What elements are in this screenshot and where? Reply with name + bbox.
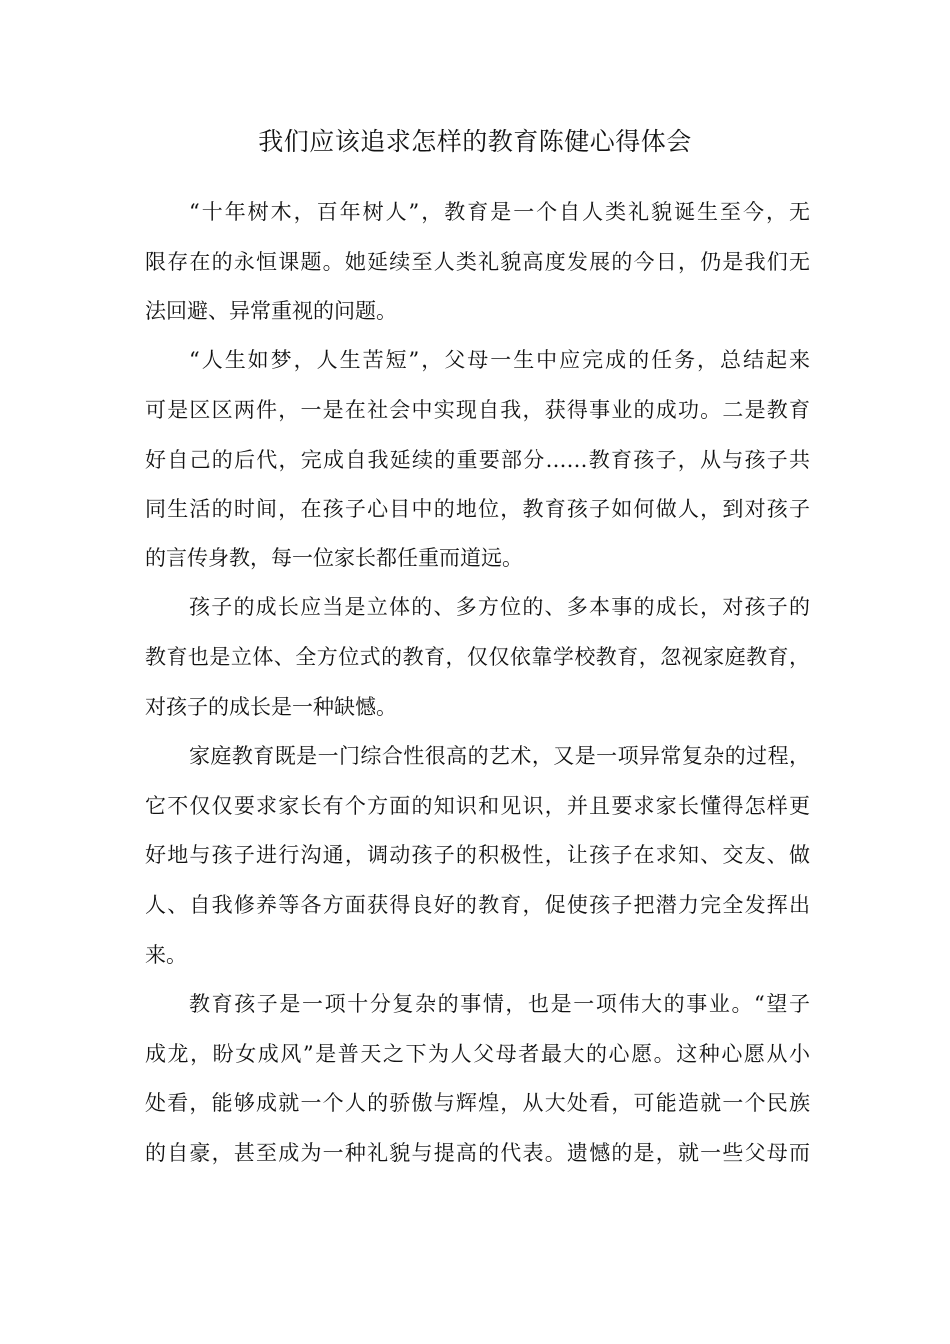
- document-title: 我们应该追求怎样的教育陈健心得体会: [258, 127, 692, 156]
- text-line: 教育孩子是一项十分复杂的事情，也是一项伟大的事业。“望子: [189, 992, 810, 1016]
- text-line: 教育也是立体、全方位式的教育，仅仅依靠学校教育，忽视家庭教育，: [145, 645, 810, 669]
- text-line: 限存在的永恒课题。她延续至人类礼貌高度发展的今日，仍是我们无: [145, 250, 810, 274]
- text-line: 处看，能够成就一个人的骄傲与辉煌，从大处看，可能造就一个民族: [145, 1091, 810, 1115]
- text-line: 法回避、异常重视的问题。: [145, 299, 397, 323]
- text-line: 对孩子的成长是一种缺憾。: [145, 695, 397, 719]
- text-line: 来。: [145, 943, 187, 967]
- text-line: “十年树木，百年树人”，教育是一个自人类礼貌诞生至今，无: [189, 200, 810, 224]
- text-line: 成龙，盼女成风”是普天之下为人父母者最大的心愿。这种心愿从小: [145, 1042, 810, 1066]
- text-line: 同生活的时间，在孩子心目中的地位，教育孩子如何做人，到对孩子: [145, 497, 810, 521]
- text-line: 人、自我修养等各方面获得良好的教育，促使孩子把潜力完全发挥出: [145, 893, 810, 917]
- text-line: 的言传身教，每一位家长都任重而道远。: [145, 546, 523, 570]
- text-line: 可是区区两件，一是在社会中实现自我，获得事业的成功。二是教育: [145, 398, 810, 422]
- text-line: 好地与孩子进行沟通，调动孩子的积极性，让孩子在求知、交友、做: [145, 843, 810, 867]
- text-line: 孩子的成长应当是立体的、多方位的、多本事的成长，对孩子的: [189, 595, 810, 619]
- text-line: 的自豪，甚至成为一种礼貌与提高的代表。遗憾的是，就一些父母而: [145, 1141, 810, 1165]
- text-line: “人生如梦，人生苦短”，父母一生中应完成的任务，总结起来: [189, 348, 810, 372]
- text-line: 好自己的后代，完成自我延续的重要部分……教育孩子，从与孩子共: [145, 448, 810, 472]
- text-line: 家庭教育既是一门综合性很高的艺术，又是一项异常复杂的过程，: [189, 744, 810, 768]
- text-line: 它不仅仅要求家长有个方面的知识和见识，并且要求家长懂得怎样更: [145, 794, 810, 818]
